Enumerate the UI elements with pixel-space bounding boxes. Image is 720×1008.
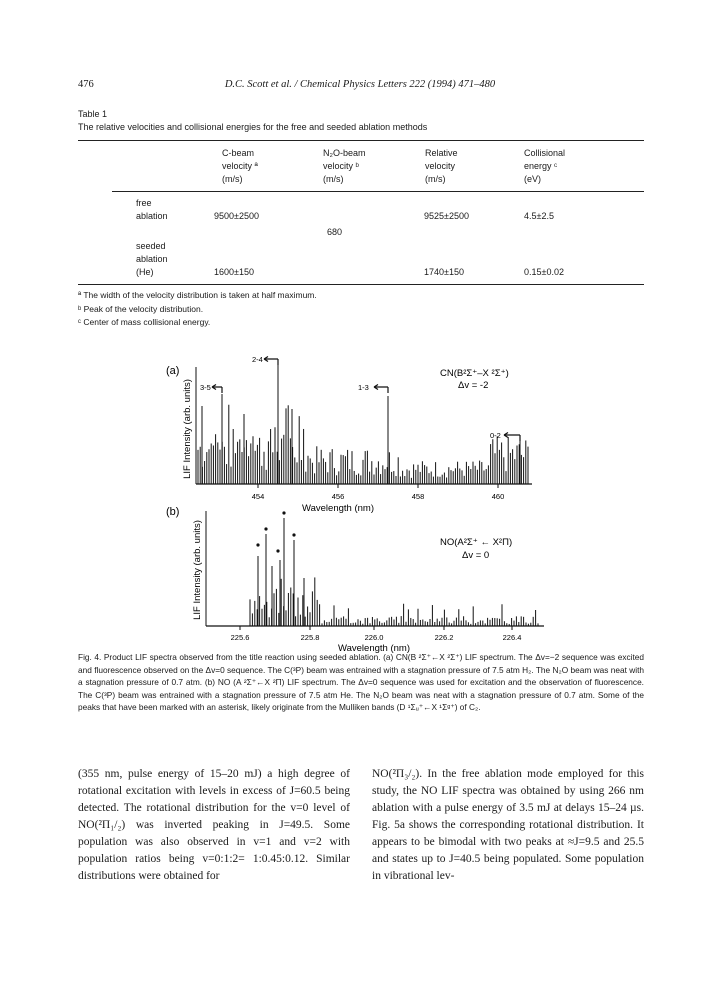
panel-b-tick-label: 225.8 [300, 633, 320, 642]
panel-b-tick-label: 226.0 [364, 633, 384, 642]
panel-a [166, 355, 532, 514]
panel-a-tick-label: 458 [411, 492, 425, 501]
annot-2-4-arrow-icon [264, 357, 278, 366]
footnote-b: ᵇ Peak of the velocity distribution. [78, 304, 204, 314]
row-label-free: free ablation [136, 198, 168, 221]
annot-2-4: 2-4 [252, 355, 263, 364]
free-energy: 4.5±2.5 [524, 211, 554, 221]
table-top-rule [78, 140, 644, 141]
page-number: 476 [78, 79, 94, 90]
annot-1-3: 1-3 [358, 383, 369, 392]
asterisk-marker [282, 511, 285, 514]
panel-a-tick-label: 454 [251, 492, 265, 501]
table-bottom-rule [78, 284, 644, 285]
figure-caption: Fig. 4. Product LIF spectra observed from the title reaction using seeded ablation. (a) CN(B ²Σ⁺←X ²Σ⁺) LIF spectrum. The Δv=−2 sequence was excited and fluorescence observed on the Δv=0 sequence. The C(³P) beam was entrained with a stagnation pressure of 7.5 atm H₂. The N₂O beam was neat with a stagnation pressure of 0.7 atm. (b) NO (A ²Σ⁺←X ²Π) LIF spectrum. The Δv=0 sequence was used for excitation and the observation of fluorescence. The C(³P) beam was entrained with a stagnation pressure of 7.5 atm He. The N₂O beam was neat with a stagnation pressure of 0.7 atm. Some of the peaks that have been marked with an asterisk, likely originate from the Mulliken bands (D ¹Σᵤ⁺←X ¹Σᵍ⁺) of C₂. [78, 652, 644, 712]
footnote-c: ᶜ Center of mass collisional energy. [78, 317, 211, 327]
annot-1-3-arrow-icon [374, 385, 388, 394]
asterisk-marker [292, 533, 295, 536]
panel-a-xlabel: Wavelength (nm) [302, 503, 374, 514]
panel-b-tick-label: 226.4 [502, 633, 522, 642]
asterisk-marker [276, 549, 279, 552]
panel-a-tick-label: 460 [491, 492, 505, 501]
panel-b-ylabel: LIF Intensity (arb. units) [192, 520, 203, 620]
running-header: D.C. Scott et al. / Chemical Physics Letters 222 (1994) 471–480 [224, 79, 496, 90]
seeded-c-beam: 1600±150 [214, 267, 254, 277]
panel-a-band-sub: Δv = -2 [458, 380, 489, 391]
panel-a-tick-label: 456 [331, 492, 345, 501]
table-header-rule [112, 191, 644, 192]
panel-b-tick-label: 225.6 [230, 633, 250, 642]
col-header-relative-velocity: Relative velocity (m/s) [425, 148, 458, 184]
panel-b-tick-label: 226.2 [434, 633, 454, 642]
panel-b-xlabel: Wavelength (nm) [338, 643, 410, 654]
annot-0-2: 0-2 [490, 431, 501, 440]
footnote-a: ª The width of the velocity distribution is taken at half maximum. [78, 290, 317, 300]
body-column-left: (355 nm, pulse energy of 15–20 mJ) a high degree of rotational excitation with levels in excess of J=60.5 being detected. The rotational distribution for the v=0 level of NO(²Π₁/₂) was inverted peaking in J=49.5. Some population was also observed in v=1 and v=2 with population ratios being v=0:1:2= 1:0.45:0.12. Similar distributions were obtained for [78, 768, 350, 882]
free-c-beam: 9500±2500 [214, 211, 259, 221]
annot-3-5-arrow-icon [212, 385, 222, 394]
row-label-seeded: seeded ablation (He) [136, 241, 168, 277]
n2o-velocity: 680 [327, 227, 343, 237]
annot-0-2-arrow-icon [504, 433, 520, 442]
free-relative-velocity: 9525±2500 [424, 211, 469, 221]
panel-b [166, 506, 544, 654]
asterisk-marker [256, 543, 259, 546]
table-caption: The relative velocities and collisional energies for the free and seeded ablation methods [78, 122, 428, 132]
col-header-n2o-beam: N₂O-beam velocity ᵇ (m/s) [323, 148, 366, 184]
table-label: Table 1 [78, 109, 108, 119]
panel-b-label: (b) [166, 506, 180, 518]
asterisk-marker [264, 527, 267, 530]
panel-a-label: (a) [166, 365, 180, 377]
seeded-energy: 0.15±0.02 [524, 267, 564, 277]
col-header-c-beam: C-beam velocity ª (m/s) [222, 148, 258, 184]
panel-a-ylabel: LIF Intensity (arb. units) [182, 379, 193, 479]
panel-a-band-title: CN(B²Σ⁺–X ²Σ⁺) [440, 368, 509, 379]
figure-spectra [150, 345, 570, 654]
body-column-right: NO(²Π₃/₂). In the free ablation mode employed for this study, the NO LIF spectra was obtained by using 266 nm ablation with a pulse energy of 3.5 mJ at delays 15–24 µs. Fig. 5a shows the corresponding rotational distribution. It appears to be bimodal with two peaks at ≈J=9.5 and 25.5 and states up to J=40.5 being populated. Some population in vibrational lev- [372, 768, 644, 882]
panel-b-band-sub: Δv = 0 [462, 550, 490, 561]
seeded-relative-velocity: 1740±150 [424, 267, 464, 277]
annot-3-5: 3-5 [200, 383, 211, 392]
col-header-collisional-energy: Collisional energy ᶜ (eV) [524, 148, 566, 184]
panel-b-band-title: NO(A²Σ⁺ ← X²Π) [440, 537, 513, 548]
